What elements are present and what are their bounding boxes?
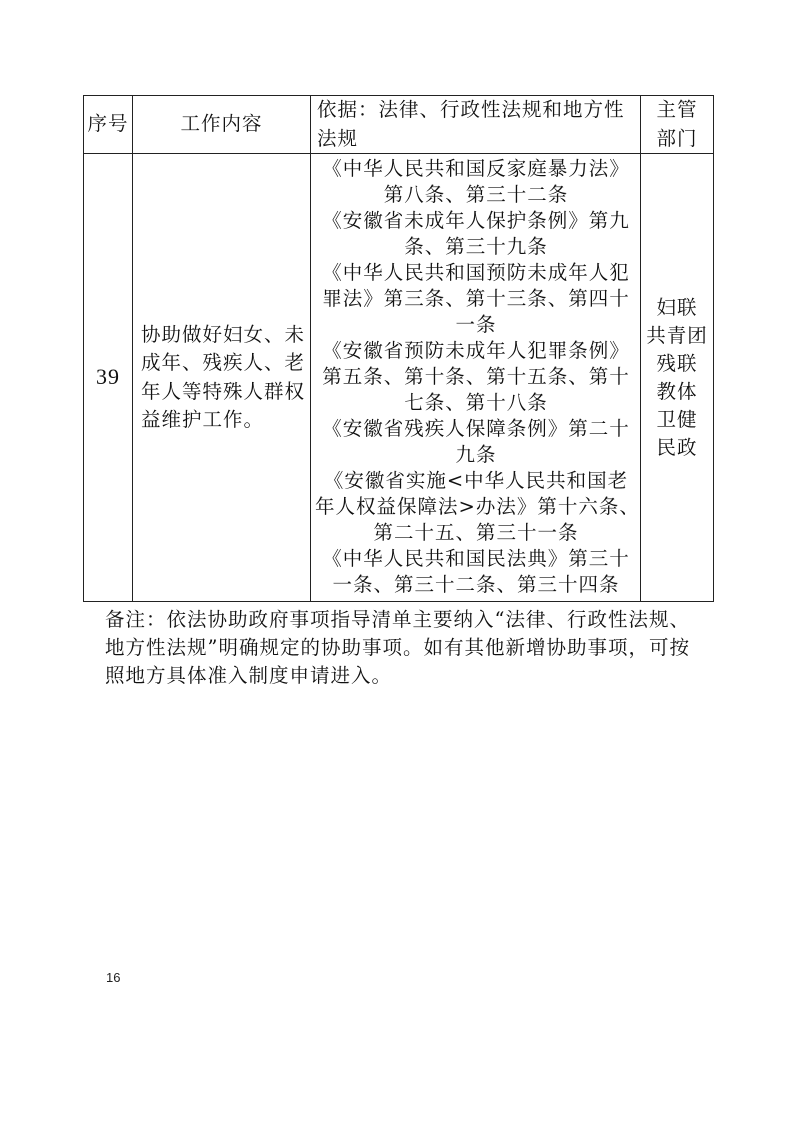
- row-number: 39: [84, 154, 133, 602]
- basis-line: 第八条、第三十二条: [383, 183, 569, 206]
- basis-line: 《安徽省预防未成年人犯罪条例》: [322, 339, 630, 362]
- basis-line: 九条: [455, 443, 497, 466]
- header-number: 序号: [84, 96, 133, 154]
- header-content: 工作内容: [133, 96, 311, 154]
- department-item: 民政: [656, 435, 698, 459]
- header-basis: 依据：法律、行政性法规和地方性法规: [311, 96, 641, 154]
- table-header-row: [84, 96, 714, 154]
- department-item: 共青团: [646, 323, 708, 347]
- footnote-remark: 备注：依法协助政府事项指导清单主要纳入“法律、行政性法规、地方性法规”明确规定的协助事项。如有其他新增协助事项，可按照地方具体准入制度申请进入。: [105, 608, 690, 687]
- basis-line: 《中华人民共和国民法典》第三十: [322, 547, 630, 570]
- basis-line: 《中华人民共和国预防未成年人犯: [322, 261, 630, 284]
- basis-line: 一条: [455, 313, 497, 336]
- assistance-items-table: [83, 95, 714, 602]
- page-number: 16: [106, 970, 121, 985]
- basis-line: 年人权益保障法>办法》第十六条、: [315, 495, 640, 518]
- basis-line: 七条、第十八条: [404, 391, 548, 414]
- department-item: 卫健: [656, 407, 698, 431]
- row-content: 协助做好妇女、未成年、残疾人、老年人等特殊人群权益维护工作。: [133, 154, 311, 602]
- department-item: 教体: [656, 379, 698, 403]
- basis-line: 《中华人民共和国反家庭暴力法》: [322, 157, 630, 180]
- basis-line: 《安徽省未成年人保护条例》第九: [322, 209, 630, 232]
- department-item: 妇联: [656, 295, 698, 319]
- basis-line: 一条、第三十二条、第三十四条: [332, 573, 620, 596]
- basis-line: 罪法》第三条、第十三条、第四十: [322, 287, 630, 310]
- table-row: [84, 154, 714, 602]
- row-departments: [641, 154, 714, 602]
- header-department: 主管部门: [641, 96, 714, 154]
- basis-line: 第二十五、第三十一条: [373, 521, 579, 544]
- basis-line: 第五条、第十条、第十五条、第十: [322, 365, 630, 388]
- basis-line: 《安徽省实施<中华人民共和国老: [323, 469, 629, 492]
- basis-line: 《安徽省残疾人保障条例》第二十: [322, 417, 630, 440]
- basis-line: 条、第三十九条: [404, 235, 548, 258]
- department-item: 残联: [656, 351, 698, 375]
- row-basis: [311, 154, 641, 602]
